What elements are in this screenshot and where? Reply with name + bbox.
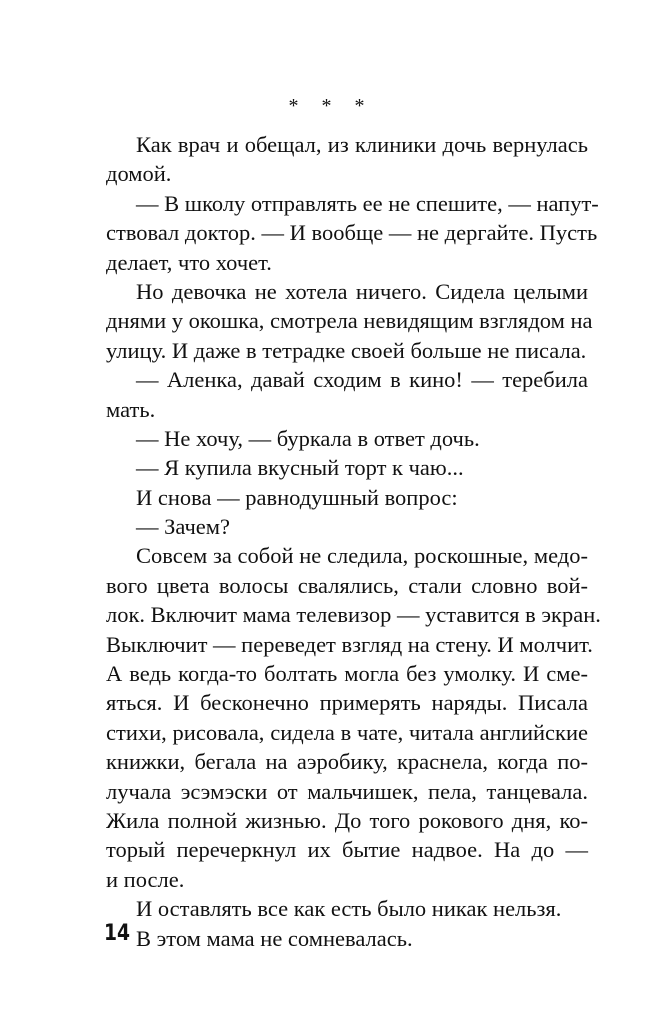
text-line: лок. Включит мама телевизор — уставится в экран. [106,602,601,628]
text-line: и после. [106,866,185,892]
text-line: ствовал доктор. — И вообще — не дергайте. Пусть [106,220,598,246]
text-line: Совсем за собой не следила, роскошные, медо- [136,543,588,569]
text-line: — Зачем? [136,514,231,540]
body-text [106,130,601,953]
text-line: — Аленка, давай сходим в кино! — теребила [136,367,588,393]
text-line: торый перечеркнул их бытие надвое. На до — [106,837,588,863]
page-number: 14 [104,921,131,946]
text-line: Но девочка не хотела ничего. Сидела целыми [136,278,588,304]
text-line: Как врач и обещал, из клиники дочь вернулась [136,132,588,157]
text-line: лучала эсэмэски от мальчишек, пела, танцевала. [106,778,588,804]
text-line: И оставлять все как есть было никак нельзя. [136,896,562,922]
text-line: — В школу отправлять ее не спешите, — напут- [136,190,599,216]
text-line: — Я купила вкусный торт к чаю... [136,455,464,481]
text-line: улицу. И даже в тетрадке своей больше не писала. [106,337,587,363]
text-line: Жила полной жизнью. До того рокового дня, ко- [106,807,588,833]
section-separator: * * * [288,95,374,117]
text-line: — Не хочу, — буркала в ответ дочь. [136,425,480,451]
text-line: делает, что хочет. [106,249,272,275]
text-line: яться. И бесконечно примерять наряды. Писала [106,690,588,716]
text-line: домой. [106,161,172,187]
text-line: И снова — равнодушный вопрос: [136,484,458,510]
text-line: стихи, рисовала, сидела в чате, читала английские [106,719,588,745]
text-line: днями у окошка, смотрела невидящим взглядом на [106,308,593,334]
text-line: вого цвета волосы свалялись, стали словно вой- [106,572,588,598]
text-line: Выключит — переведет взгляд на стену. И молчит. [106,631,593,657]
text-line: В этом мама не сомневалась. [136,925,413,951]
text-line: книжки, бегала на аэробику, краснела, когда по- [106,749,588,775]
text-line: А ведь когда-то болтать могла без умолку. И сме- [106,661,588,687]
text-line: мать. [106,396,156,422]
